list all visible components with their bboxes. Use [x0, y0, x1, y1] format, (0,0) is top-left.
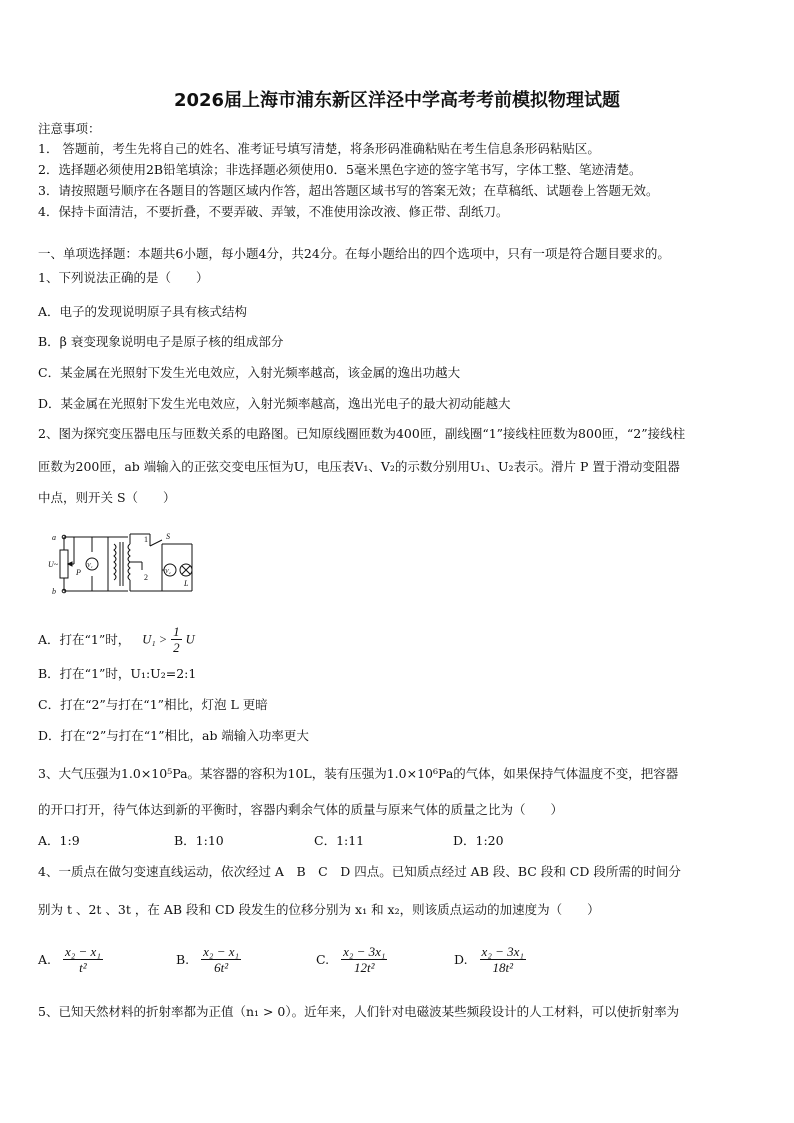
q2-option-b: B．打在“1”时，U₁:U₂=2:1: [38, 666, 197, 681]
q4-option-d: [454, 944, 526, 975]
q2-option-a-num: 1: [173, 624, 180, 639]
q4-option-b-label: B.: [176, 951, 190, 967]
q4-option-a: [38, 944, 103, 975]
q4-option-a-label: A.: [38, 951, 52, 967]
q4-option-a-den: t²: [79, 960, 87, 975]
q4-option-b-den: 6t²: [214, 960, 229, 975]
q2-option-a: [38, 624, 195, 655]
q4-option-b: [176, 944, 241, 975]
notice-item-2: 2．选择题必须使用2B铅笔填涂；非选择题必须使用0．5毫米黑色字迹的签字笔书写，字体工整、笔迹清楚。: [38, 162, 642, 177]
q1-option-b: B．β 衰变现象说明电子是原子核的组成部分: [38, 334, 284, 349]
q2-option-a-lhs: U₁ >: [142, 632, 168, 647]
q1-option-a: A．电子的发现说明原子具有核式结构: [38, 304, 248, 319]
q2-stem-line2: 匝数为200匝，ab 端输入的正弦交变电压恒为U，电压表V₁、V₂的示数分别用U₁、U₂表示。滑片 P 置于滑动变阻器: [38, 459, 680, 474]
notice-item-4: 4．保持卡面清洁，不要折叠，不要弄破、弄皱，不准使用涂改液、修正带、刮纸刀。: [38, 204, 509, 219]
q4-stem-line2: 别为 t 、2t 、3t ，在 AB 段和 CD 段发生的位移分别为 x₁ 和 x₂，则该质点运动的加速度为（ ）: [38, 902, 600, 917]
q2-option-a-prefix: A．打在“1”时，: [38, 631, 131, 647]
q4-option-b-num: x₂ − x₁: [203, 944, 240, 959]
q4-option-c-label: C.: [316, 951, 330, 967]
q4-stem-line1: 4、一质点在做匀变速直线运动，依次经过 A B C D 四点。已知质点经过 AB 段、BC 段和 CD 段所需的时间分: [38, 864, 681, 879]
switch-s: [150, 540, 162, 546]
circuit-diagram: [46, 530, 202, 600]
q4-option-d-num: x₂ − 3x₁: [481, 944, 524, 959]
rheostat: [60, 550, 68, 578]
q2-stem-line3: 中点，则开关 S（ ）: [38, 490, 176, 505]
label-s: S: [166, 532, 170, 541]
q2-option-a-den: 2: [173, 640, 180, 655]
label-a: a: [52, 533, 56, 542]
q4-option-a-num: x₂ − x₁: [65, 944, 101, 959]
q2-option-c: C．打在“2”与打在“1”相比，灯泡 L 更暗: [38, 697, 268, 712]
q3-option-b: B．1:10: [174, 833, 224, 848]
q4-option-c-num: x₂ − 3x₁: [343, 944, 386, 959]
q1-option-c: C．某金属在光照射下发生光电效应，入射光频率越高，该金属的逸出功越大: [38, 365, 461, 380]
q4-option-c-den: 12t²: [354, 960, 375, 975]
q4-option-d-label: D.: [454, 951, 468, 967]
notice-heading: 注意事项：: [38, 121, 101, 136]
label-1: 1: [144, 535, 148, 544]
page-title: 2026届上海市浦东新区洋泾中学高考考前模拟物理试题: [173, 90, 621, 111]
q4-option-c: [316, 944, 387, 975]
notice-item-3: 3．请按照题号顺序在各题目的答题区域内作答，超出答题区域书写的答案无效；在草稿纸、试题卷上答题无效。: [38, 183, 659, 198]
label-b: b: [52, 587, 56, 596]
q2-option-a-rhs: U: [185, 632, 195, 647]
label-l: L: [184, 579, 189, 588]
q1-option-d: D．某金属在光照射下发生光电效应，入射光频率越高，逸出光电子的最大初动能越大: [38, 396, 511, 411]
q3-stem-line2: 的开口打开，待气体达到新的平衡时，容器内剩余气体的质量与原来气体的质量之比为（ ）: [38, 802, 564, 817]
q3-option-a: A．1:9: [38, 833, 80, 848]
q2-stem-line1: 2、图为探究变压器电压与匝数关系的电路图。已知原线圈匝数为400匝，副线圈“1”接线柱匝数为800匝，“2”接线柱: [38, 426, 686, 441]
q5-stem-line1: 5、已知天然材料的折射率都为正值（n₁ > 0）。近年来，人们针对电磁波某些频段设计的人工材料，可以使折射率为: [38, 1004, 680, 1019]
label-u: U~: [48, 560, 59, 569]
q2-option-d: D．打在“2”与打在“1”相比，ab 端输入功率更大: [38, 728, 309, 743]
q3-option-d: D．1:20: [453, 833, 504, 848]
notice-item-1: 1． 答题前，考生先将自己的姓名、准考证号填写清楚，将条形码准确粘贴在考生信息条形码粘贴区。: [38, 141, 600, 156]
q3-stem-line1: 3、大气压强为1.0×10⁵Pa。某容器的容积为10L，装有压强为1.0×10⁶Pa的气体，如果保持气体温度不变，把容器: [38, 766, 679, 781]
label-v1: V₁: [87, 563, 93, 569]
q2-option-a-fraction: [171, 624, 182, 655]
q1-stem: 1、下列说法正确的是（ ）: [38, 270, 209, 285]
secondary-coil: [128, 544, 130, 580]
q4-option-d-den: 18t²: [492, 960, 513, 975]
label-v2: V₂: [165, 569, 171, 575]
label-2: 2: [144, 573, 148, 582]
section-heading: 一、单项选择题：本题共6小题，每小题4分，共24分。在每小题给出的四个选项中，只有一项是符合题目要求的。: [38, 246, 670, 261]
q3-option-c: C．1:11: [314, 833, 365, 848]
primary-coil: [114, 544, 116, 580]
label-p: P: [76, 568, 81, 577]
